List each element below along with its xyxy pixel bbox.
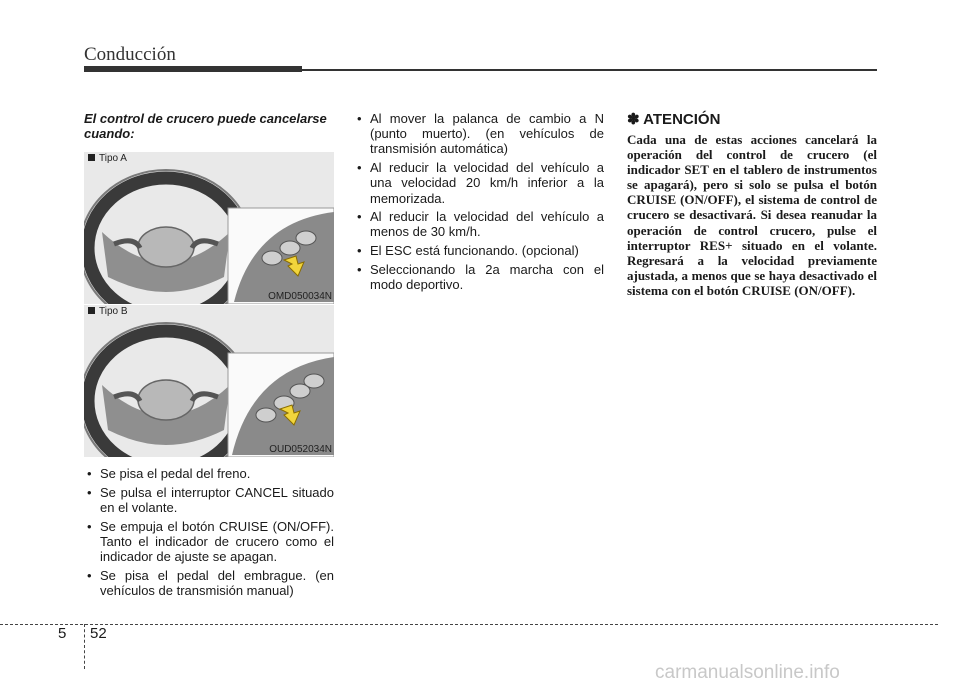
middle-bullet-list [354,111,604,296]
page-header-title: Conducción [84,44,176,65]
section-subtitle: El control de crucero puede cancelarse cuando: [84,111,327,141]
left-column-heading [84,111,334,141]
figure-b-label-text: Tipo B [99,306,128,317]
label-square-icon [88,154,95,161]
label-square-icon [88,307,95,314]
figure-b-label [88,306,128,317]
list-item: • Se pisa el pedal del freno. [84,466,334,481]
list-item: • Al mover la palanca de cambio a N (punto muerto). (en vehículos de transmisión automática) [354,111,604,157]
page-number: 52 [90,625,107,642]
warning-title: ✽ ATENCIÓN [627,111,721,128]
figure-a-label [88,153,127,164]
chapter-number: 5 [58,625,67,642]
footer-vertical-divider [84,624,85,669]
warning-text: Cada una de estas acciones cancelará la operación del control de crucero (el indicador SET en el tablero de instrumentos se apagará), pero si solo se pulsa el botón CRUISE (ON/OFF), el sistema de control de crucero se desactivará. Si desea reanudar la operación de control crucero, pulse el interruptor RES+ situado en el volante. Regresará a la velocidad previamente ajustada, a menos que se haya desactivado el sistema con el botón CRUISE (ON/OFF). [627,132,877,298]
steering-wheel-a-illustration [84,152,334,304]
list-item: • Al reducir la velocidad del vehículo a menos de 30 km/h. [354,209,604,239]
header-rule-thin [302,69,877,71]
figure-type-a [84,152,334,304]
list-item: • Se pisa el pedal del embrague. (en vehículos de transmisión manual) [84,568,334,598]
header-rule-thick [84,66,302,72]
left-bullet-list [84,466,334,602]
figure-b-code: OUD052034N [269,444,332,455]
steering-wheel-b-illustration [84,305,334,457]
list-item: • Se pulsa el interruptor CANCEL situado en el volante. [84,485,334,515]
figure-a-code: OMD050034N [268,291,332,302]
footer-divider [0,624,938,625]
figure-a-label-text: Tipo A [99,153,127,164]
list-item: • Seleccionando la 2a marcha con el modo deportivo. [354,262,604,292]
list-item: • El ESC está funcionando. (opcional) [354,243,604,258]
warning-box [627,110,877,298]
figure-type-b [84,305,334,457]
list-item: • Al reducir la velocidad del vehículo a una velocidad 20 km/h inferior a la memorizada. [354,160,604,206]
watermark-text: carmanualsonline.info [655,662,840,683]
list-item: • Se empuja el botón CRUISE (ON/OFF). Tanto el indicador de crucero como el indicador de ajuste se apagan. [84,519,334,565]
